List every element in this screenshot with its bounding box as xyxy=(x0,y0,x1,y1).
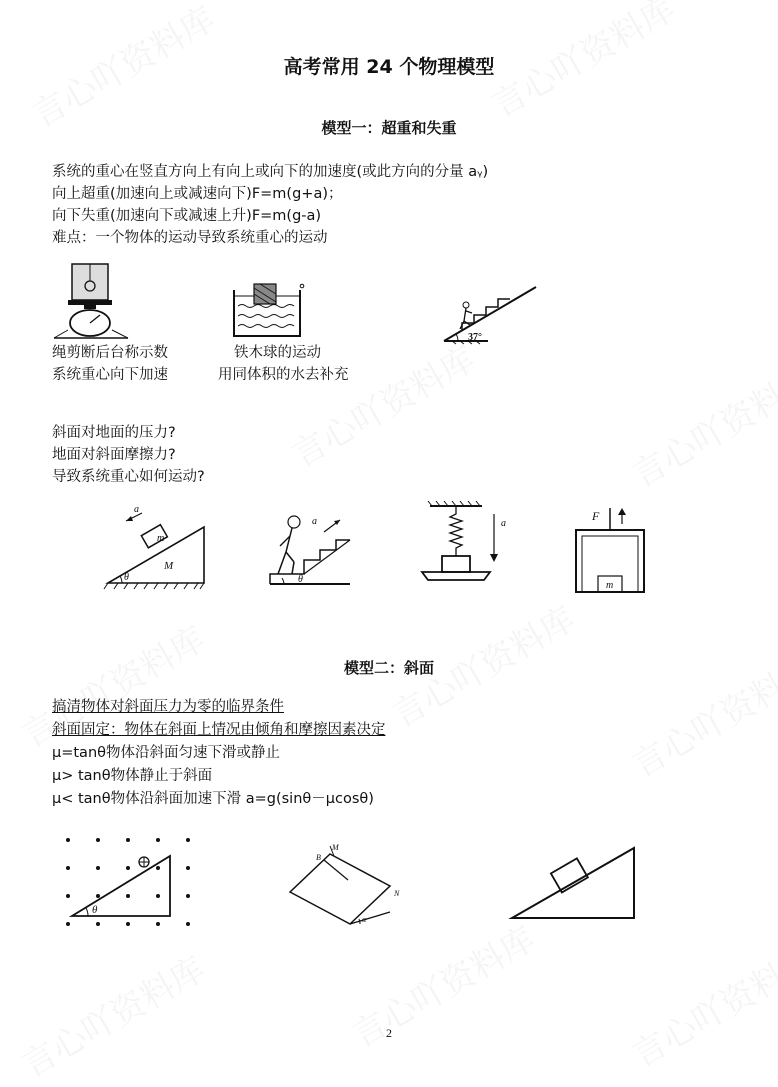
rails-angle-alpha: α xyxy=(362,915,367,924)
elevator-force-F: F xyxy=(592,509,600,523)
elevator-box-figure xyxy=(574,506,650,596)
watermark xyxy=(11,942,212,1086)
water-tank-caption-2: 用同体积的水去补充 xyxy=(218,367,349,383)
watermark xyxy=(621,932,778,1076)
wedge-angle-theta: θ xyxy=(124,572,129,583)
scale-figure xyxy=(48,262,138,342)
rails-label-N: N xyxy=(394,889,400,898)
model1-line-3: 向下失重(加速向下或减速上升)F=m(g-a) xyxy=(52,208,322,224)
stairs-incline-figure xyxy=(440,283,540,345)
water-tank-figure xyxy=(230,280,310,340)
block-mass-m: m xyxy=(157,533,165,544)
spring-mass-figure xyxy=(408,500,518,592)
question-2: 地面对斜面摩擦力? xyxy=(52,447,176,463)
page-title: 高考常用 24 个物理模型 xyxy=(283,56,495,78)
model1-line-4: 难点：一个物体的运动导致系统重心的运动 xyxy=(52,230,328,246)
spring-accel-a: a xyxy=(501,518,506,529)
model2-line-5: μ< tanθ物体沿斜面加速下滑 a=g(sinθ－μcosθ) xyxy=(52,791,374,807)
model1-heading: 模型一：超重和失重 xyxy=(321,119,457,137)
model2-line-1: 搞清物体对斜面压力为零的临界条件 xyxy=(52,699,284,715)
person-stairs-figure xyxy=(264,512,360,590)
model2-line-3: μ=tanθ物体沿斜面匀速下滑或静止 xyxy=(52,745,281,761)
scale-figure-caption-1: 绳剪断后台称示数 xyxy=(52,345,168,361)
model2-line-2: 斜面固定：物体在斜面上情况由倾角和摩擦因素决定 xyxy=(52,722,386,738)
incline-angle-label: 37° xyxy=(468,332,482,343)
incline-field-figure xyxy=(56,832,196,932)
model2-heading: 模型二：斜面 xyxy=(343,659,434,677)
model2-line-4: μ> tanθ物体静止于斜面 xyxy=(52,768,213,784)
model1-line-1: 系统的重心在竖直方向上有向上或向下的加速度(或此方向的分量 aᵧ) xyxy=(52,164,489,180)
rails-label-B: B xyxy=(316,853,321,862)
field-incline-theta: θ xyxy=(92,904,98,916)
wedge-accel-a: a xyxy=(134,504,139,515)
water-tank-caption-1: 铁木球的运动 xyxy=(234,345,321,361)
question-1: 斜面对地面的压力? xyxy=(52,425,176,441)
block-on-wedge-figure xyxy=(100,503,212,591)
rails-label-M: M xyxy=(332,843,339,852)
plain-incline-figure xyxy=(506,842,640,922)
wedge-mass-M: M xyxy=(164,560,174,572)
model1-line-2: 向上超重(加速向上或减速向下)F=m(g+a)； xyxy=(52,186,343,202)
question-3: 导致系统重心如何运动? xyxy=(52,469,205,485)
scale-figure-caption-2: 系统重心向下加速 xyxy=(52,367,168,383)
person-accel-a: a xyxy=(312,516,317,527)
elevator-mass-m: m xyxy=(606,580,614,591)
watermark xyxy=(621,352,778,496)
tilted-rails-figure xyxy=(284,838,404,934)
page-number: 2 xyxy=(386,1026,392,1040)
stairs-angle-theta: θ xyxy=(298,574,303,585)
